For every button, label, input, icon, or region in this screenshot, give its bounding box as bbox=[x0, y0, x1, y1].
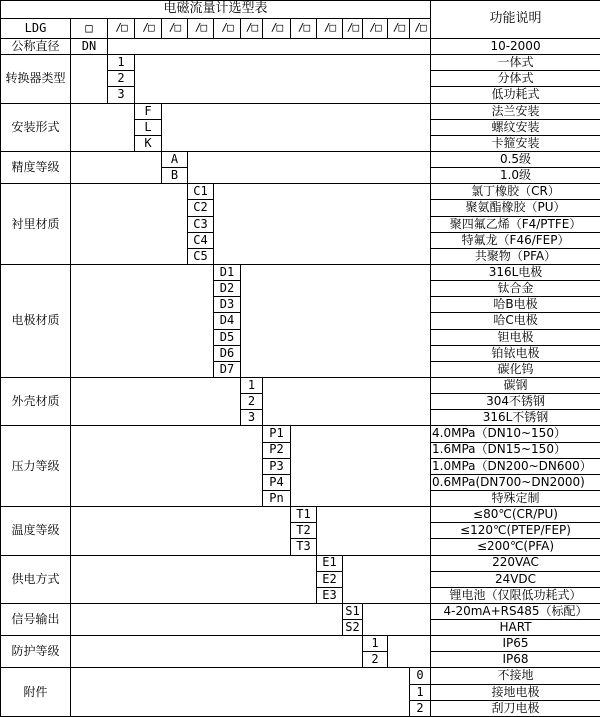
model-slot-cell: /□ bbox=[363, 19, 388, 39]
table-row bbox=[1, 668, 600, 684]
table-row bbox=[1, 507, 600, 523]
function-cell: 特氟龙（F46/FEP） bbox=[431, 232, 600, 248]
function-cell: 氯丁橡胶（CR） bbox=[431, 184, 600, 200]
group-label: 精度等级 bbox=[1, 151, 71, 183]
model-prefix-cell: LDG bbox=[1, 19, 71, 39]
function-cell: 4.0MPa（DN10~150） bbox=[431, 426, 600, 442]
table-row bbox=[1, 603, 600, 619]
code-cell: D6 bbox=[214, 345, 241, 361]
code-cell: C3 bbox=[188, 216, 214, 232]
code-cell: 3 bbox=[108, 87, 135, 103]
function-cell: 特殊定制 bbox=[431, 490, 600, 506]
spacer-cell bbox=[343, 555, 431, 603]
spacer-cell bbox=[71, 264, 214, 377]
spacer-cell bbox=[317, 507, 431, 555]
function-cell: ≤80℃(CR/PU) bbox=[431, 507, 600, 523]
function-cell: 钽电极 bbox=[431, 329, 600, 345]
model-slot-cell: /□ bbox=[108, 19, 135, 39]
code-cell: K bbox=[135, 135, 162, 151]
model-slot-cell: /□ bbox=[188, 19, 214, 39]
function-cell: 卡箍安装 bbox=[431, 135, 600, 151]
spacer-cell bbox=[71, 151, 162, 183]
table-row bbox=[1, 1, 600, 19]
code-cell: 1 bbox=[241, 377, 263, 393]
model-slot-cell: /□ bbox=[214, 19, 241, 39]
function-cell: 1.0MPa（DN200~DN600） bbox=[431, 458, 600, 474]
group-label: 外壳材质 bbox=[1, 377, 71, 425]
spacer-cell bbox=[71, 603, 343, 635]
code-cell: C2 bbox=[188, 200, 214, 216]
function-cell: 304不锈钢 bbox=[431, 394, 600, 410]
function-cell: 分体式 bbox=[431, 71, 600, 87]
function-cell: 锂电池（仅限低功耗式） bbox=[431, 587, 600, 603]
function-cell: 哈B电极 bbox=[431, 297, 600, 313]
function-cell: 一体式 bbox=[431, 55, 600, 71]
function-cell: 0.5级 bbox=[431, 151, 600, 167]
function-cell: 法兰安装 bbox=[431, 103, 600, 119]
function-cell: ≤200℃(PFA) bbox=[431, 539, 600, 555]
code-cell: D1 bbox=[214, 264, 241, 280]
function-cell: 316L电极 bbox=[431, 264, 600, 280]
group-label-diameter: 公称直径 bbox=[1, 39, 71, 55]
code-cell: P3 bbox=[263, 458, 291, 474]
code-cell: C1 bbox=[188, 184, 214, 200]
code-cell: C4 bbox=[188, 232, 214, 248]
function-cell: 接地电极 bbox=[431, 684, 600, 700]
function-cell: 24VDC bbox=[431, 571, 600, 587]
code-cell: F bbox=[135, 103, 162, 119]
function-cell: 220VAC bbox=[431, 555, 600, 571]
group-label: 转换器类型 bbox=[1, 55, 71, 103]
table-row bbox=[1, 151, 600, 167]
model-slot-cell: /□ bbox=[388, 19, 410, 39]
code-cell: P1 bbox=[263, 426, 291, 442]
code-cell: 2 bbox=[241, 394, 263, 410]
code-cell: 1 bbox=[410, 684, 431, 700]
code-cell: D7 bbox=[214, 361, 241, 377]
table-row bbox=[1, 55, 600, 71]
function-column-header: 功能说明 bbox=[431, 1, 600, 39]
function-cell: 316L不锈钢 bbox=[431, 410, 600, 426]
spacer-cell bbox=[241, 264, 431, 377]
code-cell: E3 bbox=[317, 587, 343, 603]
function-cell: 10-2000 bbox=[431, 39, 600, 55]
spacer-cell bbox=[71, 377, 241, 425]
table-row bbox=[1, 426, 600, 442]
spacer-cell bbox=[71, 184, 188, 265]
code-cell: E2 bbox=[317, 571, 343, 587]
group-label: 温度等级 bbox=[1, 507, 71, 555]
spacer-cell bbox=[135, 55, 431, 103]
group-label: 供电方式 bbox=[1, 555, 71, 603]
function-cell: 共聚物（PFA） bbox=[431, 248, 600, 264]
function-cell: 低功耗式 bbox=[431, 87, 600, 103]
code-cell: S2 bbox=[343, 620, 363, 636]
spacer-cell bbox=[71, 55, 108, 103]
group-label: 衬里材质 bbox=[1, 184, 71, 265]
code-cell: P4 bbox=[263, 474, 291, 490]
function-cell: 不接地 bbox=[431, 668, 600, 684]
code-cell: 2 bbox=[410, 700, 431, 716]
function-cell: 1.6MPa（DN15~150） bbox=[431, 442, 600, 458]
function-cell: 刮刀电极 bbox=[431, 700, 600, 716]
model-slot-cell: /□ bbox=[162, 19, 188, 39]
spacer-cell bbox=[263, 377, 431, 425]
function-cell: IP65 bbox=[431, 636, 600, 652]
spacer-cell bbox=[71, 103, 135, 151]
function-cell: 螺纹安装 bbox=[431, 119, 600, 135]
code-cell: D2 bbox=[214, 281, 241, 297]
code-cell: E1 bbox=[317, 555, 343, 571]
code-cell: B bbox=[162, 168, 188, 184]
code-cell: A bbox=[162, 151, 188, 167]
code-cell: 1 bbox=[108, 55, 135, 71]
code-cell: 2 bbox=[363, 652, 388, 668]
table-row bbox=[1, 555, 600, 571]
spacer-cell bbox=[71, 507, 291, 555]
group-label: 附件 bbox=[1, 668, 71, 716]
spacer-cell bbox=[71, 636, 363, 668]
code-cell: 3 bbox=[241, 410, 263, 426]
group-label: 电极材质 bbox=[1, 264, 71, 377]
function-cell: 1.0级 bbox=[431, 168, 600, 184]
spacer-cell bbox=[291, 426, 431, 507]
spacer-cell bbox=[162, 103, 431, 151]
function-cell: HART bbox=[431, 620, 600, 636]
code-cell: S1 bbox=[343, 603, 363, 619]
function-cell: IP68 bbox=[431, 652, 600, 668]
function-cell: 碳化钨 bbox=[431, 361, 600, 377]
code-cell: P2 bbox=[263, 442, 291, 458]
code-cell: 0 bbox=[410, 668, 431, 684]
group-label: 防护等级 bbox=[1, 636, 71, 668]
code-cell: D5 bbox=[214, 329, 241, 345]
table-row bbox=[1, 377, 600, 393]
spacer-cell bbox=[71, 555, 317, 603]
code-cell: T2 bbox=[291, 523, 317, 539]
model-box-cell: □ bbox=[71, 19, 108, 39]
spacer-cell bbox=[108, 39, 431, 55]
code-cell: Pn bbox=[263, 490, 291, 506]
function-cell: 钛合金 bbox=[431, 281, 600, 297]
table-row bbox=[1, 264, 600, 280]
model-slot-cell: /□ bbox=[135, 19, 162, 39]
code-cell: D3 bbox=[214, 297, 241, 313]
function-cell: ≤120℃(PTEP/FEP) bbox=[431, 523, 600, 539]
model-slot-cell: /□ bbox=[241, 19, 263, 39]
model-slot-cell: /□ bbox=[343, 19, 363, 39]
group-label: 安装形式 bbox=[1, 103, 71, 151]
function-cell: 铂铱电极 bbox=[431, 345, 600, 361]
spacer-cell bbox=[214, 184, 431, 265]
function-cell: 哈C电极 bbox=[431, 313, 600, 329]
function-cell: 碳钢 bbox=[431, 377, 600, 393]
code-cell: DN bbox=[71, 39, 108, 55]
spacer-cell bbox=[188, 151, 431, 183]
code-cell: 1 bbox=[363, 636, 388, 652]
model-slot-cell: /□ bbox=[263, 19, 291, 39]
function-cell: 聚氨酯橡胶（PU） bbox=[431, 200, 600, 216]
spacer-cell bbox=[363, 603, 431, 635]
spacer-cell bbox=[388, 636, 431, 668]
code-cell: 2 bbox=[108, 71, 135, 87]
group-label: 压力等级 bbox=[1, 426, 71, 507]
code-cell: C5 bbox=[188, 248, 214, 264]
code-cell: D4 bbox=[214, 313, 241, 329]
table-row bbox=[1, 184, 600, 200]
table-row bbox=[1, 103, 600, 119]
function-cell: 聚四氟乙烯（F4/PTFE） bbox=[431, 216, 600, 232]
function-cell: 4-20mA+RS485（标配） bbox=[431, 603, 600, 619]
model-slot-cell: /□ bbox=[291, 19, 317, 39]
spacer-cell bbox=[71, 668, 410, 716]
model-slot-cell: /□ bbox=[410, 19, 431, 39]
code-cell: L bbox=[135, 119, 162, 135]
function-cell: 0.6MPa(DN700~DN2000) bbox=[431, 474, 600, 490]
table-title: 电磁流量计选型表 bbox=[1, 1, 431, 19]
code-cell: T1 bbox=[291, 507, 317, 523]
group-label: 信号输出 bbox=[1, 603, 71, 635]
table-row bbox=[1, 636, 600, 652]
model-slot-cell: /□ bbox=[317, 19, 343, 39]
table-row bbox=[1, 39, 600, 55]
code-cell: T3 bbox=[291, 539, 317, 555]
spacer-cell bbox=[71, 426, 263, 507]
